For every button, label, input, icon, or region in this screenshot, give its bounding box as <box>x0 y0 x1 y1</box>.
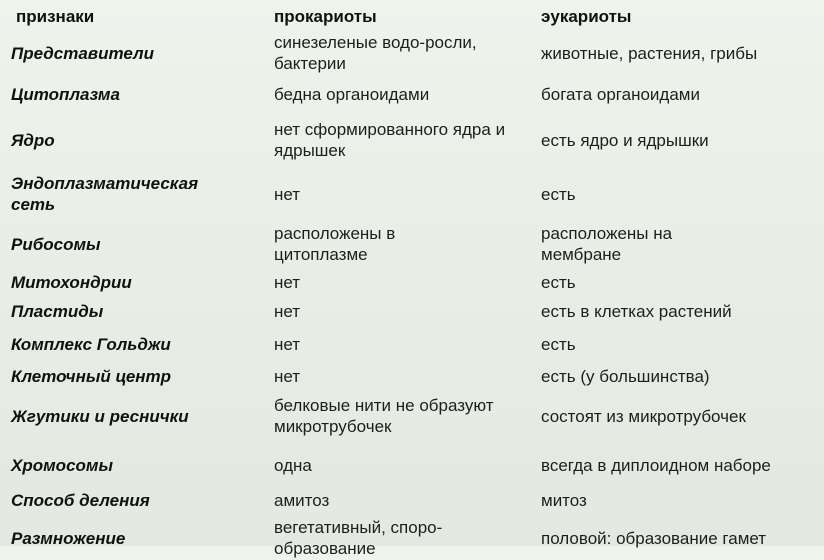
table-row <box>0 296 824 326</box>
table-row <box>0 222 824 266</box>
eukaryote-cell: есть ядро и ядрышки <box>541 130 709 150</box>
feature-cell: Способ деления <box>11 490 150 510</box>
table-row <box>0 268 824 296</box>
eukaryote-cell: есть <box>541 334 576 354</box>
header-features: признаки <box>16 6 95 26</box>
table-row <box>0 360 824 392</box>
prokaryote-cell: нет <box>274 272 301 292</box>
feature-cell: Ядро <box>11 130 55 150</box>
eukaryote-cell: животные, растения, грибы <box>541 43 758 63</box>
feature-cell: Размножение <box>11 528 126 548</box>
eukaryote-cell: половой: образование гамет <box>541 528 767 548</box>
table-row <box>0 516 824 560</box>
eukaryote-cell: есть (у большинства) <box>541 366 710 386</box>
table-row <box>0 32 824 74</box>
prokaryote-cell: бедна органоидами <box>274 84 430 104</box>
prokaryote-cell: расположены в цитоплазме <box>274 224 396 264</box>
eukaryote-cell: богата органоидами <box>541 84 700 104</box>
feature-cell: Комплекс Гольджи <box>11 334 171 354</box>
eukaryote-cell: есть <box>541 272 576 292</box>
prokaryote-cell: нет сформированного ядра и ядрышек <box>274 120 506 160</box>
prokaryote-cell: синезеленые водо-росли, бактерии <box>274 33 477 73</box>
feature-cell: Митохондрии <box>11 272 132 292</box>
prokaryote-cell: нет <box>274 366 301 386</box>
prokaryote-cell: нет <box>274 184 301 204</box>
prokaryote-cell: вегетативный, споро- образование <box>274 518 443 558</box>
table-row <box>0 394 824 438</box>
feature-cell: Рибосомы <box>11 234 101 254</box>
table-row <box>0 484 824 516</box>
table-row <box>0 172 824 216</box>
header-eukaryotes: эукариоты <box>541 6 632 26</box>
table-header-row <box>0 0 824 32</box>
feature-cell: Жгутики и реснички <box>11 406 189 426</box>
table-row <box>0 328 824 360</box>
eukaryote-cell: есть в клетках растений <box>541 301 732 321</box>
table-row <box>0 118 824 162</box>
eukaryote-cell: митоз <box>541 490 587 510</box>
eukaryote-cell: расположены на мембране <box>541 224 673 264</box>
feature-cell: Хромосомы <box>11 455 113 475</box>
prokaryote-cell: одна <box>274 455 312 475</box>
feature-cell: Клеточный центр <box>11 366 172 386</box>
header-prokaryotes: прокариоты <box>274 6 377 26</box>
table-row <box>0 449 824 481</box>
feature-cell: Цитоплазма <box>11 84 120 104</box>
feature-cell: Эндоплазматическая сеть <box>11 174 199 214</box>
feature-cell: Представители <box>11 43 154 63</box>
prokaryote-cell: амитоз <box>274 490 330 510</box>
prokaryote-cell: нет <box>274 301 301 321</box>
eukaryote-cell: состоят из микротрубочек <box>541 406 746 426</box>
feature-cell: Пластиды <box>11 301 104 321</box>
prokaryote-cell: белковые нити не образуют микротрубочек <box>274 396 494 436</box>
table-row <box>0 78 824 110</box>
eukaryote-cell: есть <box>541 184 576 204</box>
prokaryote-cell: нет <box>274 334 301 354</box>
eukaryote-cell: всегда в диплоидном наборе <box>541 455 771 475</box>
